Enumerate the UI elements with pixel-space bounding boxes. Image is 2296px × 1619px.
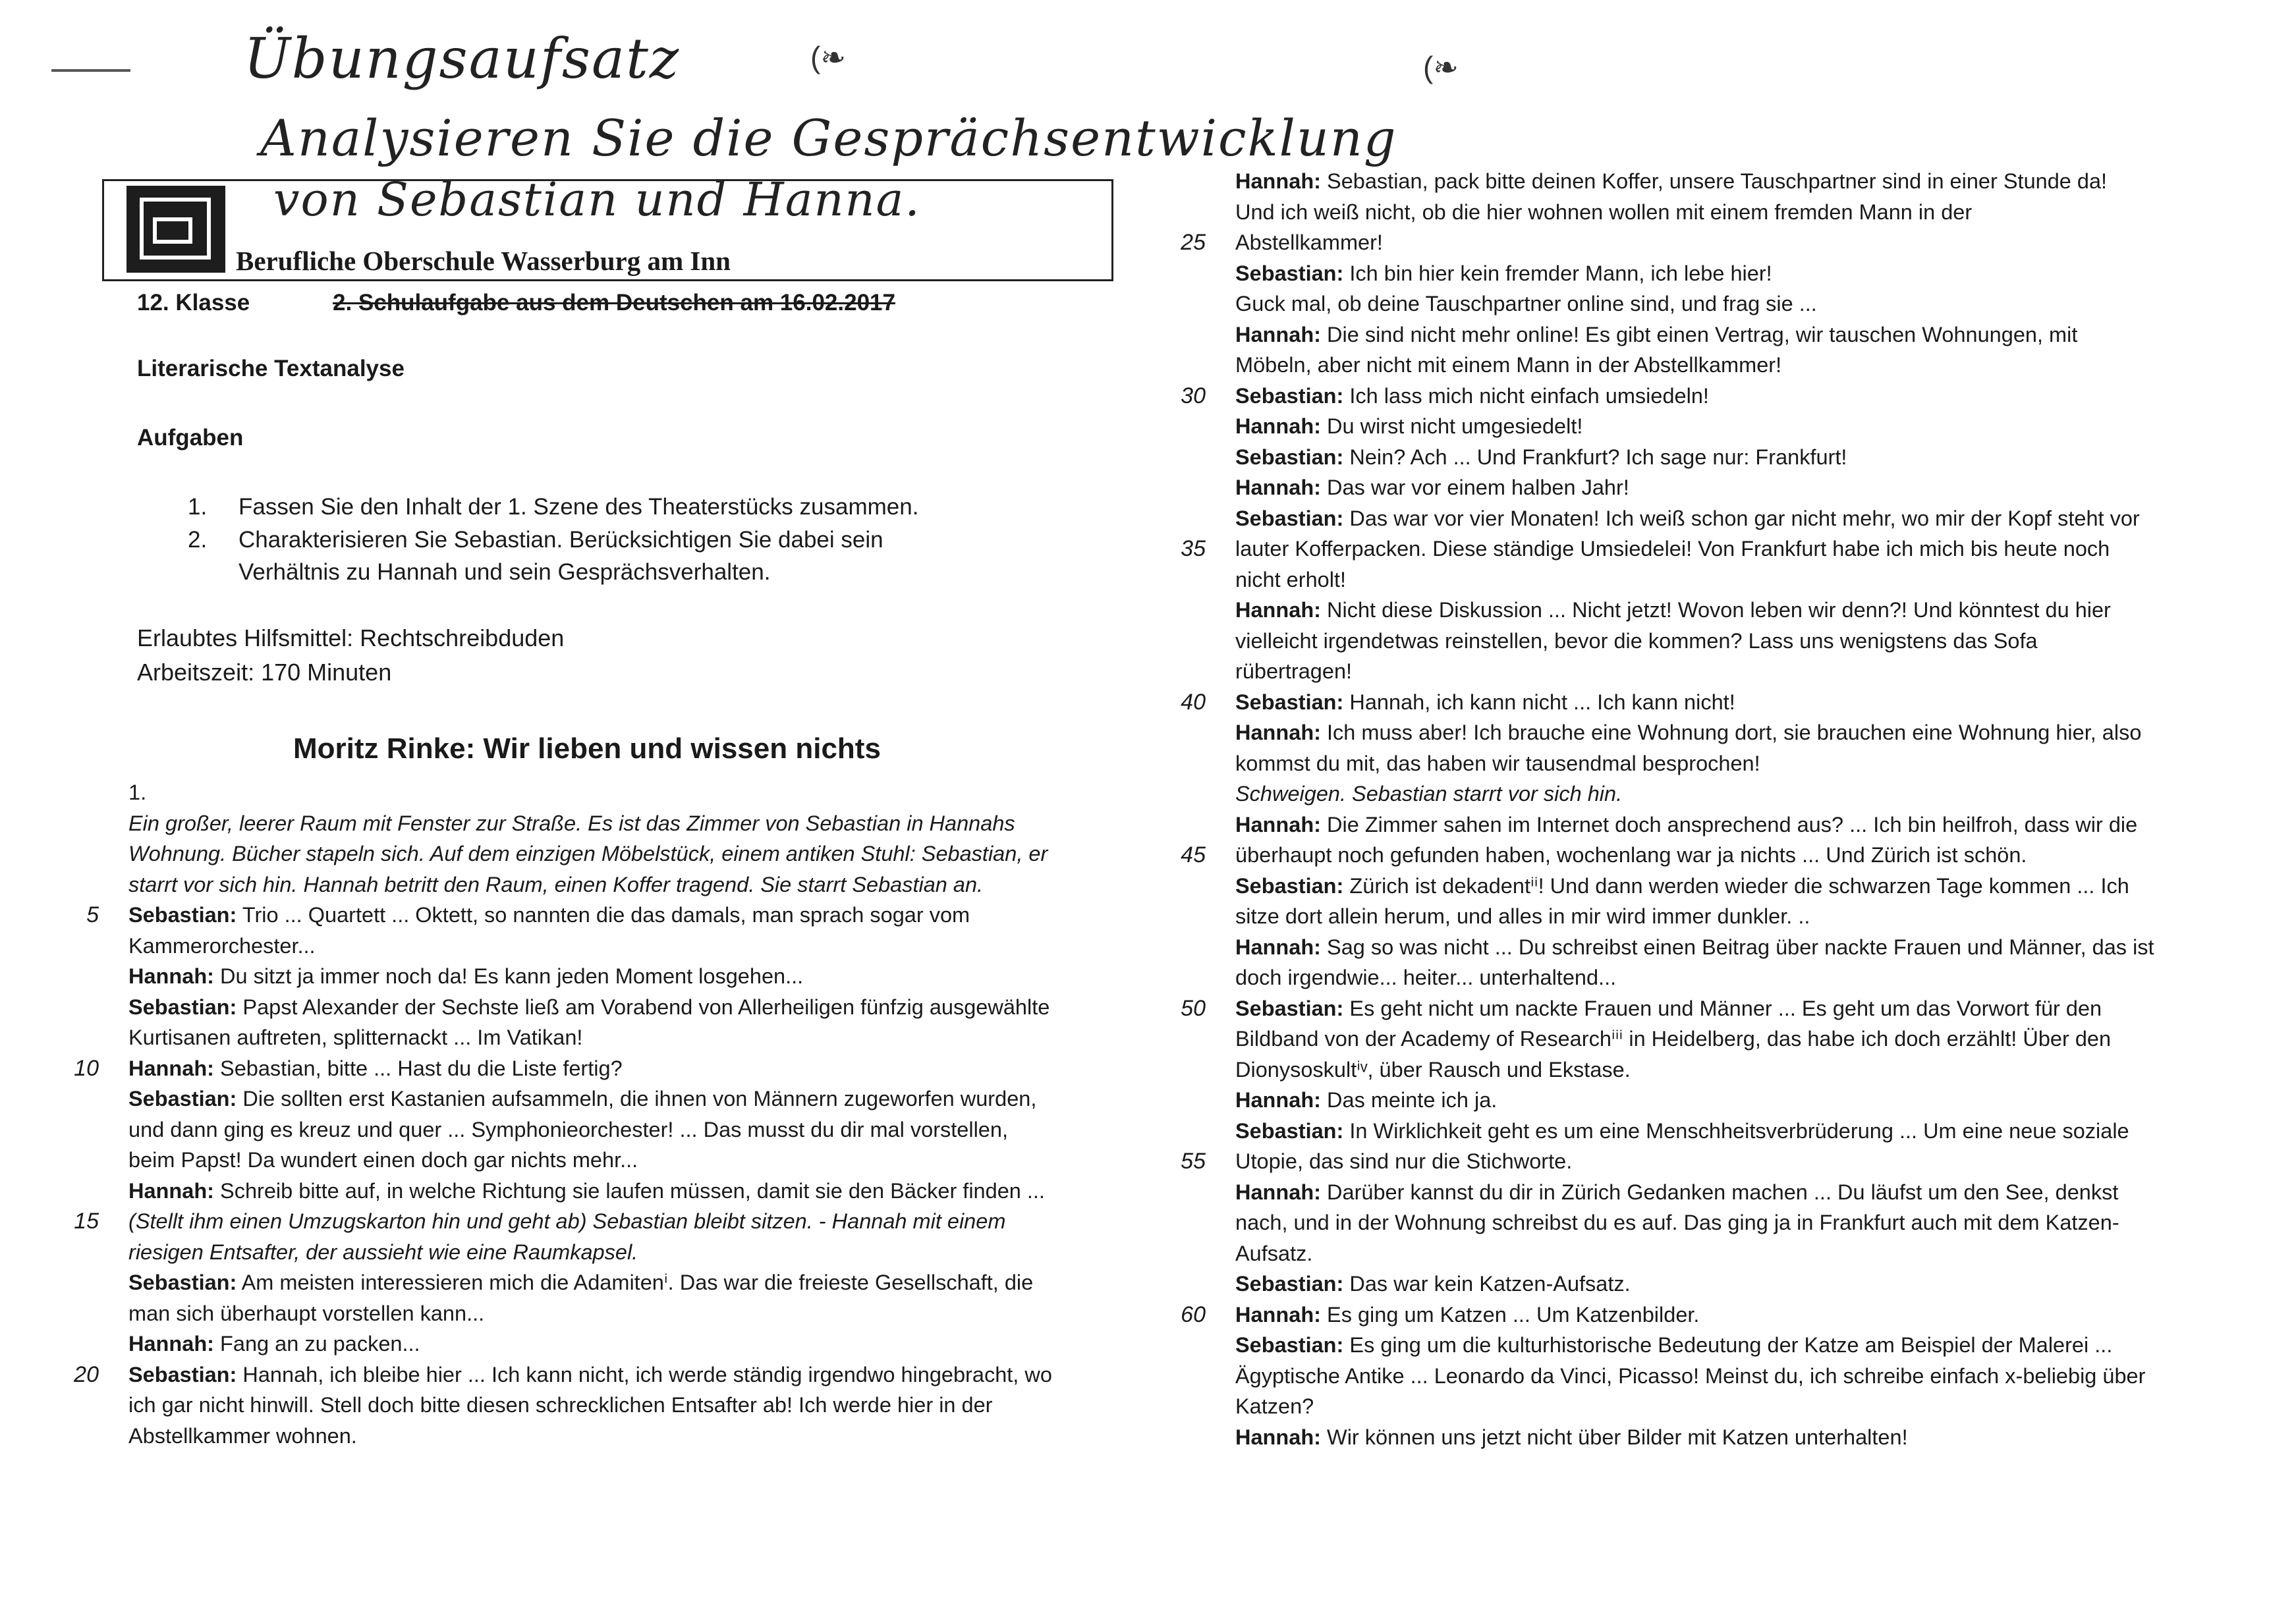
text-line (128, 992, 1117, 1023)
line-text: Katzen? (1235, 1394, 1314, 1418)
line-text: Hannah, ich bleibe hier ... Ich kann nicht, ich werde ständig irgendwo hingebracht, wo (237, 1362, 1052, 1386)
exam-label: 2. Schulaufgabe aus dem Deutschen am 16.02.2017 (333, 290, 895, 316)
text-line (128, 1176, 1117, 1207)
speaker-label: Sebastian: (128, 1087, 237, 1111)
tasks-heading: Aufgaben (137, 425, 244, 451)
line-text: überhaupt noch gefunden haben, wochenlang war ja nichts ... Und Zürich ist schön. (1235, 843, 2027, 867)
line-text: nach, und in der Wohnung schreibst du es auf. Das ging ja in Frankfurt auch mit dem Katzen- (1235, 1211, 2119, 1234)
line-number: 40 (1181, 689, 1206, 715)
line-text: Ägyptische Antike ... Leonardo da Vinci, Picasso! Meinst du, ich schreibe einfach x-beliebig über (1235, 1363, 2146, 1388)
speaker-label: Sebastian: (1235, 1272, 1344, 1296)
line-text: Sag so was nicht ... Du schreibst einen Beitrag über nackte Frauen und Männer, das ist (1321, 935, 2154, 959)
aids-line: Erlaubtes Hilfsmittel: Rechtschreibduden (137, 624, 565, 651)
text-line (1235, 871, 2224, 902)
line-text: Schreib bitte auf, in welche Richtung sie laufen müssen, damit sie den Bäcker finden ... (214, 1178, 1045, 1203)
line-text: Es ging um die kulturhistorische Bedeutung der Katze am Beispiel der Malerei ... (1343, 1333, 2113, 1357)
line-text: Das war vor einem halben Jahr! (1321, 476, 1629, 499)
speaker-label: Sebastian: (128, 995, 237, 1019)
line-text: Wohnung. Bücher stapeln sich. Auf dem einzigen Möbelstück, einem antiken Stuhl: Sebastian, er (128, 842, 1048, 865)
line-text: Fang an zu packen... (214, 1332, 420, 1356)
speaker-label: Sebastian: (1235, 261, 1344, 285)
line-text: Sebastian, pack bitte deinen Koffer, unsere Tauschpartner sind in einer Stunde da! (1321, 169, 2108, 193)
speaker-label: Hannah: (1235, 169, 1321, 193)
line-text: Schweigen. Sebastian starrt vor sich hin. (1235, 782, 1623, 806)
text-line (1181, 1300, 2224, 1331)
line-text: 1. (128, 781, 147, 804)
line-text: ich gar nicht hinwill. Stell doch bitte diesen schrecklichen Entsafter ab! Ich werde hier in der (128, 1393, 993, 1417)
text-line (1235, 1085, 2224, 1116)
text-line (1235, 932, 2224, 963)
text-line (1181, 687, 2224, 718)
text-line (128, 1390, 1117, 1421)
text-line (1235, 1177, 2224, 1208)
speaker-label: Hannah: (1235, 1425, 1321, 1449)
speaker-label: Hannah: (1235, 1302, 1321, 1327)
task-line: Fassen Sie den Inhalt der 1. Szene des Theaterstücks zusammen. (238, 494, 919, 520)
line-text: Papst Alexander der Sechste ließ am Vorabend von Allerheiligen fünfzig ausgewählte (237, 995, 1050, 1019)
line-number: 35 (1181, 536, 1206, 561)
line-number: 10 (74, 1055, 99, 1081)
text-line (128, 838, 1117, 869)
line-text: Kurtisanen auftreten, splitternackt ... Im Vatikan! (128, 1026, 583, 1049)
text-line (1235, 1391, 2224, 1422)
task-number: 2. (188, 527, 208, 553)
text-line (1181, 534, 2224, 564)
handwritten-title: Übungsaufsatz (244, 26, 681, 91)
line-number: 55 (1181, 1149, 1206, 1174)
line-text: Ich muss aber! Ich brauche eine Wohnung dort, sie brauchen eine Wohnung hier, also (1321, 721, 2142, 744)
speaker-label: Hannah: (1235, 414, 1321, 438)
pencil-mark-left: (❧ (810, 40, 846, 74)
text-line (1181, 993, 2224, 1024)
line-text: Du wirst nicht umgesiedelt! (1321, 414, 1583, 438)
text-line (1235, 197, 2224, 228)
line-text: Guck mal, ob deine Tauschpartner online sind, und frag sie ... (1235, 292, 1817, 316)
speaker-label: Sebastian: (1235, 996, 1344, 1020)
text-line (1235, 258, 2224, 289)
class-label: 12. Klasse (137, 290, 250, 316)
text-title: Moritz Rinke: Wir lieben und wissen nichts (293, 732, 881, 765)
line-text: Ich bin hier kein fremder Mann, ich lebe hier! (1343, 261, 1772, 285)
speaker-label: Hannah: (1235, 322, 1321, 346)
text-line (1235, 166, 2224, 197)
text-line (128, 1267, 1117, 1298)
line-text: man sich überhaupt vorstellen kann... (128, 1301, 485, 1325)
handwritten-task: Analysieren Sie die Gesprächsentwicklung (260, 109, 1397, 167)
handwritten-names: von Sebastian und Hanna. (273, 173, 921, 227)
task-2 (188, 524, 207, 556)
line-text: sitze dort allein herum, und alles in mir wird immer dunkler. .. (1235, 904, 1810, 928)
task-1-text (238, 491, 918, 523)
speaker-label: Hannah: (1235, 476, 1321, 499)
text-line (1235, 350, 2224, 381)
scan-mark (51, 69, 130, 72)
text-line (1235, 1116, 2224, 1147)
line-text: riesigen Entsafter, der aussieht wie eine Raumkapsel. (128, 1240, 638, 1264)
text-line (1235, 1330, 2224, 1361)
text-line (1235, 288, 2224, 319)
line-text: Sebastian, bitte ... Hast du die Liste fertig? (214, 1056, 623, 1080)
line-text: und dann ging es kreuz und quer ... Symphonieorchester! ... Das musst du dir mal vorstellen, (128, 1117, 1008, 1141)
text-line (1235, 442, 2224, 473)
line-text: starrt vor sich hin. Hannah betritt den Raum, einen Koffer tragend. Sie starrt Sebastian an. (128, 872, 984, 896)
speaker-label: Sebastian: (1235, 1333, 1344, 1357)
text-line (1235, 656, 2224, 687)
text-line (128, 931, 1117, 962)
line-number: 50 (1181, 995, 1206, 1021)
speaker-label: Sebastian: (128, 903, 237, 927)
section-title: Literarische Textanalyse (137, 356, 405, 381)
text-line (1235, 1024, 2224, 1055)
text-line (1235, 1269, 2224, 1300)
text-line (128, 1329, 1117, 1359)
text-line (128, 808, 1117, 839)
text-line (74, 1359, 1117, 1390)
line-text: Das war vor vier Monaten! Ich weiß schon gar nicht mehr, wo mir der Kopf steht vor (1343, 506, 2140, 530)
text-line (1235, 901, 2224, 932)
speaker-label: Hannah: (128, 1056, 214, 1080)
line-text: nicht erholt! (1235, 567, 1347, 591)
text-line (1235, 595, 2224, 626)
line-text: Hannah, ich kann nicht ... Ich kann nicht! (1343, 690, 1735, 714)
line-text: kommst du mit, das haben wir tausendmal besprochen! (1235, 751, 1760, 775)
text-line (86, 900, 1117, 931)
line-text: Und ich weiß nicht, ob die hier wohnen wollen mit einem fremden Mann in der (1235, 200, 1973, 224)
line-text: vielleicht irgendetwas reinstellen, bevor die kommen? Lass uns wenigstens das Sofa (1235, 628, 2038, 653)
speaker-label: Sebastian: (1235, 690, 1344, 714)
text-line (128, 1298, 1117, 1329)
text-line (1235, 748, 2224, 779)
speaker-label: Hannah: (128, 964, 214, 988)
text-line (1181, 381, 2224, 412)
text-line (128, 869, 1117, 900)
text-line (1235, 411, 2224, 442)
speaker-label: Hannah: (1235, 935, 1321, 959)
line-text: rübertragen! (1235, 659, 1353, 683)
text-line (1235, 810, 2224, 840)
text-line (1235, 1422, 2224, 1453)
line-text: Darüber kannst du dir in Zürich Gedanken machen ... Du läufst um den See, denkst (1321, 1180, 2119, 1204)
task-1 (188, 491, 207, 523)
speaker-label: Hannah: (1235, 1088, 1321, 1112)
line-text: Es geht nicht um nackte Frauen und Männer ... Es geht um das Vorwort für den (1343, 996, 2102, 1020)
line-text: Abstellkammer wohnen. (128, 1423, 357, 1448)
line-text: Trio ... Quartett ... Oktett, so nannten die das damals, man sprach sogar vom (237, 903, 970, 927)
text-line (128, 1145, 1117, 1176)
text-line (74, 1053, 1117, 1084)
text-line (1235, 1361, 2224, 1392)
line-text: Die Zimmer sahen im Internet doch ansprechend aus? ... Ich bin heilfroh, dass wir die (1321, 812, 2138, 837)
speaker-label: Hannah: (1235, 721, 1321, 744)
speaker-label: Sebastian: (128, 1271, 237, 1294)
text-line (128, 1237, 1117, 1268)
line-text: Die sind nicht mehr online! Es gibt einen Vertrag, wir tauschen Wohnungen, mit (1321, 322, 2078, 346)
line-text: Ein großer, leerer Raum mit Fenster zur Straße. Es ist das Zimmer von Sebastian in Hannahs (128, 811, 1015, 835)
speaker-label: Sebastian: (1235, 506, 1344, 530)
text-line (1181, 840, 2224, 871)
text-line (128, 777, 1117, 808)
speaker-label: Hannah: (1235, 1180, 1321, 1204)
line-number: 15 (74, 1209, 99, 1234)
text-line (1235, 962, 2224, 993)
text-line (128, 1084, 1117, 1114)
school-logo (126, 186, 225, 273)
line-text: Dionysoskultⁱᵛ, über Rausch und Ekstase. (1235, 1057, 1631, 1082)
line-text: Zürich ist dekadentⁱⁱ! Und dann werden wieder die schwarzen Tage kommen ... Ich (1343, 873, 2129, 898)
time-line: Arbeitszeit: 170 Minuten (137, 659, 392, 686)
line-text: Das war kein Katzen-Aufsatz. (1343, 1272, 1631, 1296)
line-text: (Stellt ihm einen Umzugskarton hin und geht ab) Sebastian bleibt sitzen. - Hannah mit einem (128, 1209, 1006, 1233)
text-line (74, 1206, 1117, 1237)
speaker-label: Sebastian: (1235, 445, 1344, 469)
task-line: Charakterisieren Sie Sebastian. Berücksichtigen Sie dabei sein (238, 527, 883, 553)
line-text: Aufsatz. (1235, 1241, 1313, 1265)
line-number: 45 (1181, 842, 1206, 867)
text-column-right (1181, 166, 2224, 1452)
line-number: 20 (74, 1361, 99, 1387)
line-text: In Wirklichkeit geht es um eine Menschheitsverbrüderung ... Um eine neue soziale (1343, 1118, 2129, 1143)
line-number: 25 (1181, 230, 1206, 255)
text-line (128, 961, 1117, 992)
text-line (1235, 779, 2224, 810)
text-line (128, 1421, 1117, 1452)
line-text: Möbeln, aber nicht mit einem Mann in der Abstellkammer! (1235, 353, 1782, 377)
text-line (128, 1022, 1117, 1053)
line-text: Nein? Ach ... Und Frankfurt? Ich sage nur: Frankfurt! (1343, 445, 1847, 469)
speaker-label: Hannah: (1235, 812, 1321, 837)
speaker-label: Hannah: (128, 1178, 214, 1203)
speaker-label: Sebastian: (1235, 383, 1344, 408)
line-text: Du sitzt ja immer noch da! Es kann jeden Moment losgehen... (214, 964, 804, 988)
line-text: Abstellkammer! (1235, 231, 1383, 254)
line-text: doch irgendwie... heiter... unterhaltend... (1235, 966, 1617, 989)
line-text: beim Papst! Da wundert einen doch gar nichts mehr... (128, 1148, 638, 1172)
line-text: Utopie, das sind nur die Stichworte. (1235, 1149, 1573, 1173)
line-text: Wir können uns jetzt nicht über Bilder mit Katzen unterhalten! (1321, 1425, 1908, 1449)
line-text: lauter Kofferpacken. Diese ständige Umsiedelei! Von Frankfurt habe ich mich bis heute noch (1235, 537, 2110, 561)
task-2-text (238, 524, 883, 588)
line-text: Bildband von der Academy of Researchⁱⁱⁱ in Heidelberg, das habe ich doch erzählt! Über den (1235, 1027, 2112, 1051)
speaker-label: Hannah: (1235, 598, 1321, 622)
text-line (1181, 1146, 2224, 1177)
text-line (1181, 227, 2224, 258)
text-line (1235, 319, 2224, 350)
text-column-left (74, 777, 1117, 1451)
text-line (128, 1114, 1117, 1145)
school-name: Berufliche Oberschule Wasserburg am Inn (236, 246, 731, 276)
line-text: Kammerorchester... (128, 933, 316, 958)
line-text: Es ging um Katzen ... Um Katzenbilder. (1321, 1302, 1700, 1327)
speaker-label: Hannah: (128, 1332, 214, 1356)
line-text: Am meisten interessieren mich die Adamitenⁱ. Das war die freieste Gesellschaft, die (237, 1271, 1034, 1294)
task-line: Verhältnis zu Hannah und sein Gesprächsverhalten. (238, 559, 771, 585)
text-line (1235, 503, 2224, 534)
line-number: 5 (86, 902, 99, 927)
line-text: Ich lass mich nicht einfach umsiedeln! (1343, 383, 1709, 408)
speaker-label: Sebastian: (128, 1362, 237, 1386)
line-text: Die sollten erst Kastanien aufsammeln, die ihnen von Männern zugeworfen wurden, (237, 1087, 1037, 1111)
line-number: 60 (1181, 1302, 1206, 1327)
speaker-label: Sebastian: (1235, 1118, 1344, 1143)
speaker-label: Sebastian: (1235, 873, 1344, 898)
text-line (1235, 1238, 2224, 1269)
line-number: 30 (1181, 383, 1206, 408)
text-line (1235, 472, 2224, 503)
pencil-mark-right: (❧ (1423, 50, 1459, 84)
text-line (1235, 626, 2224, 657)
text-line (1235, 1055, 2224, 1085)
text-line (1235, 717, 2224, 748)
line-text: Das meinte ich ja. (1321, 1088, 1498, 1112)
task-number: 1. (188, 494, 208, 520)
text-line (1235, 1207, 2224, 1238)
text-line (1235, 564, 2224, 595)
line-text: Nicht diese Diskussion ... Nicht jetzt! Wovon leben wir denn?! Und könntest du hier (1321, 598, 2111, 622)
